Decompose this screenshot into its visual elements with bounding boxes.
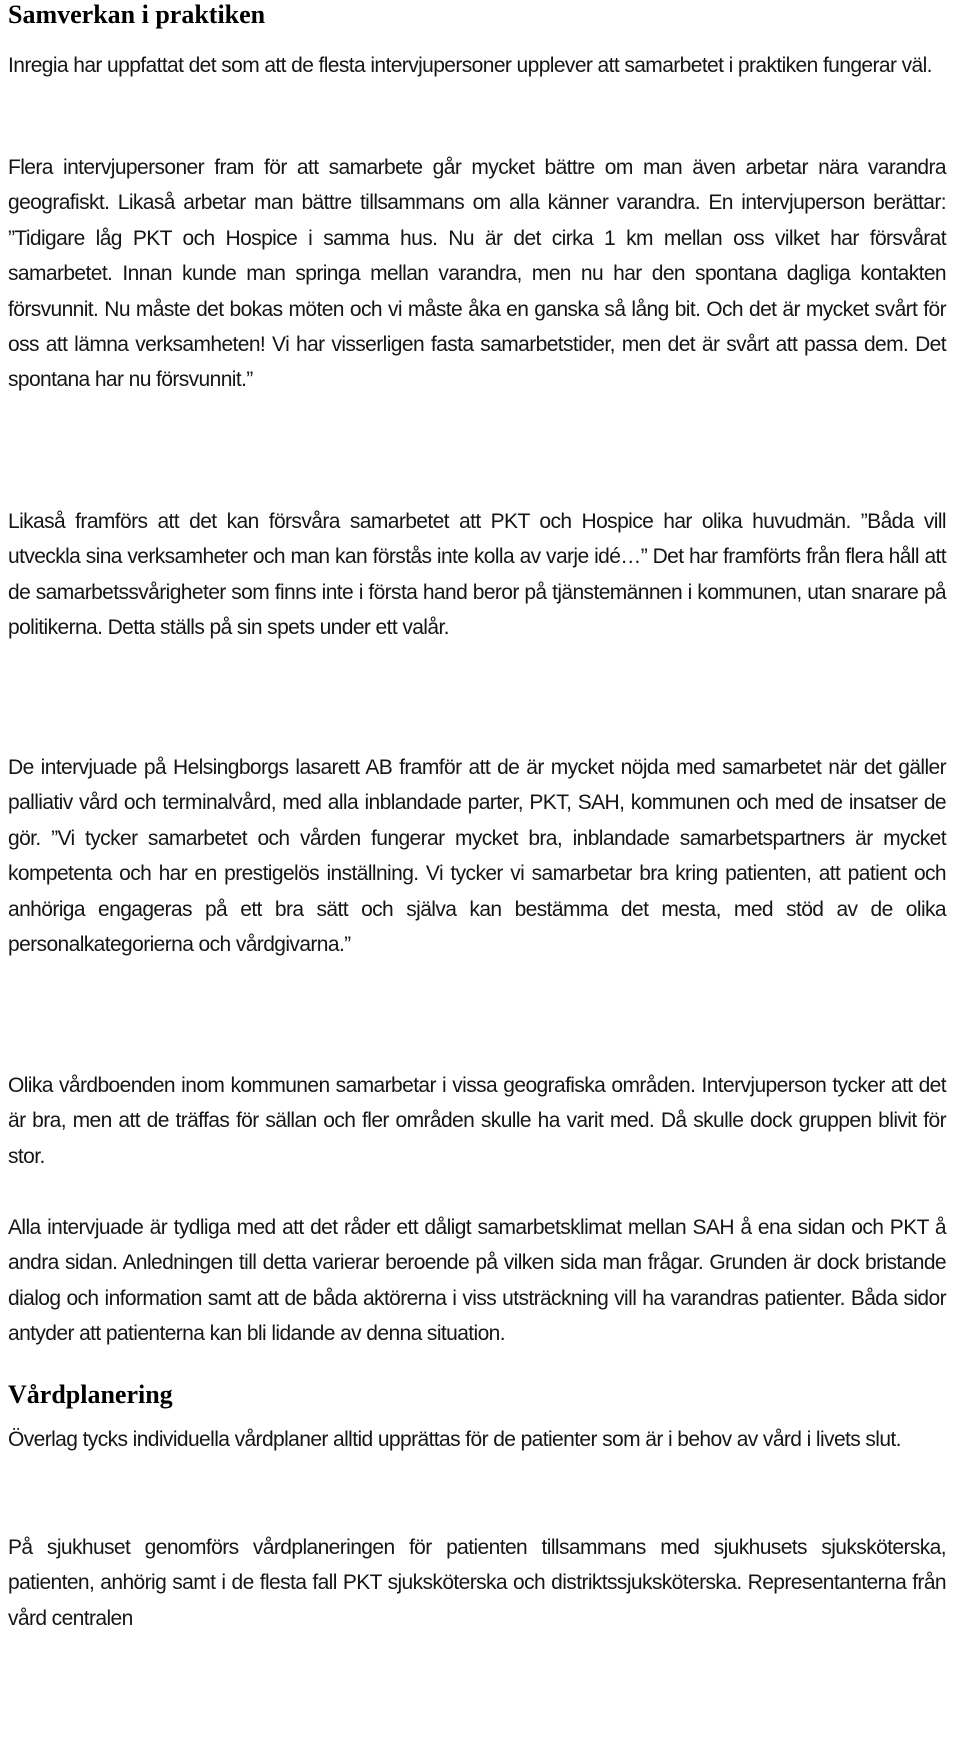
paragraph: Inregia har uppfattat det som att de flesta intervjupersoner upplever att samarbetet i praktiken fungerar väl. xyxy=(8,54,932,77)
paragraph: Olika vårdboenden inom kommunen samarbetar i vissa geografiska områden. Intervjuperson tycker att det är bra, men att de träffas för sällan och fler områden skulle ha varit med. Då skulle dock gruppen blivit för stor. xyxy=(8,1074,946,1168)
paragraph: På sjukhuset genomförs vårdplaneringen för patienten tillsammans med sjukhusets sjuksköterska, patienten, anhörig samt i de flesta fall PKT sjuksköterska och distriktssjuksköterska. Representanterna från vård centralen xyxy=(8,1536,946,1630)
section-heading-vardplanering: Vårdplanering xyxy=(8,1380,173,1409)
section-heading-samverkan: Samverkan i praktiken xyxy=(8,0,266,29)
paragraph: Alla intervjuade är tydliga med att det råder ett dåligt samarbetsklimat mellan SAH å ena sidan och PKT å andra sidan. Anledningen till detta varierar beroende på vilken sida man frågar. Grunden är dock bristande dialog och information samt att de båda aktörerna i viss utsträckning vill ha varandras patienter. Båda sidor antyder att patienterna kan bli lidande av denna situation. xyxy=(8,1216,946,1346)
paragraph: Överlag tycks individuella vårdplaner alltid upprättas för de patienter som är i behov av vård i livets slut. xyxy=(8,1428,901,1451)
paragraph: De intervjuade på Helsingborgs lasarett AB framför att de är mycket nöjda med samarbetet när det gäller palliativ vård och terminalvård, med alla inblandade parter, PKT, SAH, kommunen och med de insatser de gör. ”Vi tycker samarbetet och vården fungerar mycket bra, inblandade samarbetspartners är mycket kompetenta och har en prestigelös inställning. Vi tycker vi samarbetar bra kring patienten, att patient och anhöriga engageras på ett bra sätt och själva kan bestämma det mesta, med stöd av de olika personalkategorierna och vårdgivarna.” xyxy=(8,756,946,957)
paragraph: Flera intervjupersoner fram för att samarbete går mycket bättre om man även arbetar nära varandra geografiskt. Likaså arbetar man bättre tillsammans om alla känner varandra. En intervjuperson berättar: ”Tidigare låg PKT och Hospice i samma hus. Nu är det cirka 1 km mellan oss vilket har försvårat samarbetet. Innan kunde man springa mellan varandra, men nu har den spontana dagliga kontakten försvunnit. Nu måste det bokas möten och vi måste åka en ganska så lång bit. Och det är mycket svårt för oss att lämna verksamheten! Vi har visserligen fasta samarbetstider, men det är svårt att passa dem. Det spontana har nu försvunnit.” xyxy=(8,156,946,392)
paragraph: Likaså framförs att det kan försvåra samarbetet att PKT och Hospice har olika huvudmän. ”Båda vill utveckla sina verksamheter och man kan förstås inte kolla av varje idé…” Det har framförts från flera håll att de samarbetssvårigheter som finns inte i första hand beror på tjänstemännen i kommunen, utan snarare på politikerna. Detta ställs på sin spets under ett valår. xyxy=(8,510,946,640)
